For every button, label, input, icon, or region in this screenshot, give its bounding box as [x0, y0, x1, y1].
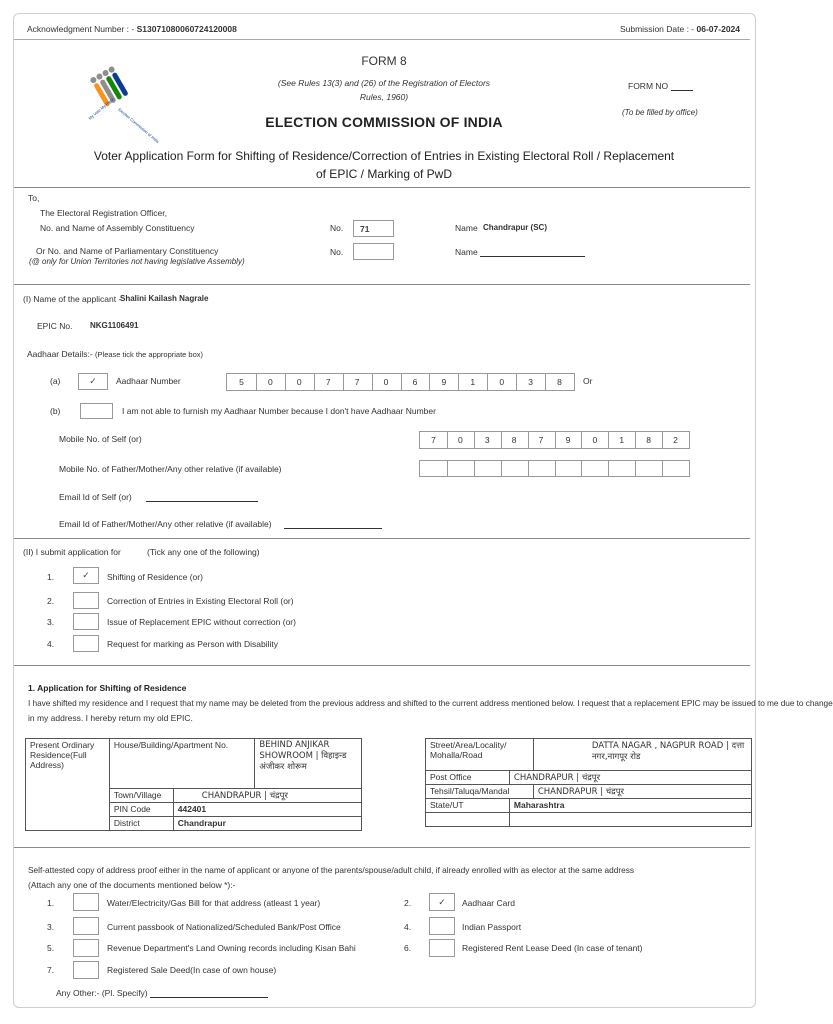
- submission-date: [620, 24, 740, 34]
- mobile-self-label: Mobile No. of Self (or): [59, 434, 142, 444]
- street-value-line: नगर,नागपूर रोड: [591, 752, 641, 762]
- aadhaar-details: [27, 349, 203, 359]
- proof-line-1: Self-attested copy of address proof either in the name of applicant or anyone of the parents/spouse/adult child, if already enrolled with as elector at the same address: [28, 865, 635, 875]
- house-label: House/Building/Apartment No.: [109, 739, 255, 789]
- mobile-self-digit: 8: [646, 435, 651, 445]
- submit-option-number: 4.: [47, 639, 55, 649]
- aadhaar-digit: 0: [499, 377, 505, 387]
- aadhaar-digit: 0: [296, 377, 302, 387]
- option-b-text: I am not able to furnish my Aadhaar Number because I don't have Aadhaar Number: [122, 406, 436, 416]
- mobile-self-digit: 2: [673, 435, 678, 445]
- doc-number: 6.: [404, 943, 412, 953]
- any-other: [56, 988, 268, 998]
- post-office-value: CHANDRAPUR | चंद्रपूर: [509, 771, 751, 785]
- aadhaar-digit: 5: [239, 377, 244, 387]
- any-other-label: Any Other:- (Pl. Specify): [56, 988, 148, 998]
- assembly-name-label: Name: [455, 223, 478, 233]
- rules-line-2: Rules, 1960): [359, 92, 409, 102]
- epic-value: NKG1106491: [90, 321, 139, 330]
- email-relative-blank[interactable]: [284, 520, 382, 529]
- doc-number: 5.: [47, 943, 55, 953]
- town-label: Town/Village: [109, 789, 173, 803]
- mobile-self-digit: 3: [484, 435, 490, 445]
- street-value: [533, 739, 751, 771]
- mobile-self-digit: 1: [619, 435, 625, 445]
- logo-text-left: My Vote My Right: [87, 96, 115, 121]
- main-title-line-1: Voter Application Form for Shifting of Residence/Correction of Entries in Existing Electoral Roll / Replacement: [93, 149, 675, 163]
- mobile-relative-label: Mobile No. of Father/Mother/Any other relative (if available): [59, 464, 282, 474]
- house-value-line: अंजीकर शोरूम: [259, 762, 307, 772]
- email-self: [59, 492, 258, 502]
- submit-hint: (Tick any one of the following): [147, 547, 260, 557]
- mobile-relative-digit: [662, 461, 689, 476]
- address-table-left: [25, 738, 362, 831]
- mobile-relative-digit: [501, 461, 528, 476]
- submit-option-label: Request for marking as Person with Disability: [107, 639, 279, 649]
- email-relative: [59, 519, 382, 529]
- doc-checkbox-sale-deed[interactable]: [73, 961, 99, 979]
- mobile-self-digit: 0: [457, 435, 463, 445]
- office-note: (To be filled by office): [622, 108, 698, 117]
- rules-line-1: (See Rules 13(3) and (26) of the Registration of Electors: [277, 78, 491, 88]
- doc-label: Indian Passport: [462, 922, 522, 932]
- applicant-divider: [14, 538, 750, 539]
- mobile-relative-digit: [635, 461, 662, 476]
- aadhaar-digit: 9: [441, 377, 447, 387]
- aadhaar-digit: 7: [354, 377, 360, 387]
- aadhaar-details-label: Aadhaar Details:-: [27, 349, 93, 359]
- mobile-self-digit: 7: [431, 435, 436, 445]
- any-other-blank[interactable]: [150, 989, 268, 998]
- email-self-label: Email Id of Self (or): [59, 492, 132, 502]
- parliament-note: (@ only for Union Territories not having legislative Assembly): [29, 257, 245, 266]
- doc-checkbox-utility-bill[interactable]: [73, 893, 99, 911]
- logo-text-right: Election Commission of India: [117, 106, 161, 144]
- pin-label: PIN Code: [109, 803, 173, 817]
- submit-option-label: Issue of Replacement EPIC without correction (or): [107, 617, 296, 627]
- submit-option-number: 2.: [47, 596, 55, 606]
- aadhaar-digit: 8: [557, 377, 562, 387]
- mobile-relative-field[interactable]: [419, 460, 690, 477]
- doc-checkbox-passbook[interactable]: [73, 917, 99, 935]
- submit-option-checkbox-correction[interactable]: [73, 592, 99, 609]
- pin-value: 442401: [173, 803, 361, 817]
- doc-checkbox-land-records[interactable]: [73, 939, 99, 957]
- house-value: [255, 739, 362, 789]
- submit-option-label: Shifting of Residence (or): [107, 572, 203, 582]
- submit-option-checkbox-shifting[interactable]: ✓: [73, 567, 99, 584]
- title-divider: [14, 187, 750, 188]
- applicant-name-value: Shalini Kailash Nagrale: [120, 294, 209, 303]
- aadhaar-option-a-checkbox[interactable]: ✓: [78, 373, 108, 390]
- ack-label: Acknowledgment Number : -: [27, 24, 135, 34]
- address-table-right: [425, 738, 752, 827]
- post-office-label: Post Office: [426, 771, 510, 785]
- form-no-blank: [671, 82, 693, 91]
- submission-label: Submission Date : -: [619, 24, 695, 34]
- assembly-no-label: No.: [330, 223, 344, 233]
- shifting-heading: 1. Application for Shifting of Residence: [28, 683, 187, 693]
- submit-option-checkbox-pwd[interactable]: [73, 635, 99, 652]
- commission-title: ELECTION COMMISSION OF INDIA: [265, 114, 503, 130]
- state-value: Maharashtra: [509, 799, 751, 813]
- parliament-label: Or No. and Name of Parliamentary Constituency: [36, 246, 219, 256]
- shifting-divider: [14, 847, 750, 848]
- header-divider: [14, 39, 750, 40]
- acknowledgment-number: [27, 24, 237, 34]
- doc-checkbox-passport[interactable]: [429, 917, 455, 935]
- aadhaar-digit: 3: [528, 377, 533, 387]
- doc-label: Registered Sale Deed(In case of own house): [107, 965, 277, 975]
- doc-number: 2.: [404, 898, 412, 908]
- house-value-line: SHOWROOM | विहाइन्ड: [259, 751, 347, 761]
- doc-number: 7.: [47, 965, 55, 975]
- doc-number: 3.: [47, 922, 55, 932]
- aadhaar-number-field[interactable]: [226, 373, 575, 391]
- doc-label: Aadhaar Card: [462, 898, 515, 908]
- doc-label: Revenue Department's Land Owning records including Kisan Bahi: [107, 943, 356, 953]
- aadhaar-digit: 0: [383, 377, 389, 387]
- or-label: Or: [583, 376, 593, 386]
- mobile-self-digit: 8: [511, 435, 517, 445]
- option-a-label: (a): [50, 376, 61, 386]
- district-value: Chandrapur: [173, 817, 361, 831]
- form-title: FORM 8: [361, 54, 407, 68]
- option-b-label: (b): [50, 406, 61, 416]
- form-no-label: FORM NO: [628, 81, 669, 91]
- mobile-relative-digit: [447, 461, 474, 476]
- assembly-name-value: Chandrapur (SC): [483, 223, 547, 232]
- aadhaar-digit: 7: [325, 377, 331, 387]
- present-residence-label: [26, 739, 110, 831]
- proof-line-2: (Attach any one of the documents mentioned below *):-: [28, 880, 236, 890]
- doc-label: Registered Rent Lease Deed (In case of tenant): [462, 943, 643, 953]
- aadhaar-number-label: Aadhaar Number: [116, 376, 181, 386]
- empty-cell: [509, 813, 751, 827]
- email-relative-label: Email Id of Father/Mother/Any other relative (if available): [59, 519, 272, 529]
- officer-label: The Electoral Registration Officer,: [40, 208, 167, 218]
- parliament-name-blank[interactable]: [480, 248, 585, 257]
- present-label-line: Residence(Full: [30, 750, 87, 760]
- aadhaar-digit: 1: [470, 377, 476, 387]
- present-label-line: Present Ordinary: [30, 740, 95, 750]
- aadhaar-digit: 0: [267, 377, 273, 387]
- submit-option-checkbox-replacement[interactable]: [73, 613, 99, 630]
- state-label: State/UT: [426, 799, 510, 813]
- submit-intro: (II) I submit application for: [23, 547, 121, 557]
- mobile-relative-digit: [555, 461, 582, 476]
- addressee-divider: [14, 284, 750, 285]
- mobile-self-field[interactable]: [419, 431, 690, 449]
- doc-number: 1.: [47, 898, 55, 908]
- aadhaar-option-b-checkbox[interactable]: [80, 403, 113, 419]
- parliament-name: [455, 247, 585, 257]
- mobile-self-digit: 0: [592, 435, 598, 445]
- submit-option-number: 3.: [47, 617, 55, 627]
- present-label-line: Address): [30, 760, 65, 770]
- parliament-no-label: No.: [330, 247, 344, 257]
- mobile-self-digit: 7: [538, 435, 544, 445]
- tehsil-value: CHANDRAPUR | चंद्रपूर: [533, 785, 751, 799]
- mobile-relative-digit: [528, 461, 555, 476]
- ack-value: S13071080060724120008: [136, 24, 237, 34]
- epic-label: EPIC No.: [37, 321, 73, 331]
- parliament-no-field[interactable]: [353, 243, 394, 260]
- aadhaar-digit: 6: [412, 377, 418, 387]
- doc-label: Current passbook of Nationalized/Scheduled Bank/Post Office: [107, 922, 341, 932]
- shifting-paragraph-line-2: in my address. I hereby return my old EPIC.: [28, 713, 193, 723]
- district-label: District: [109, 817, 173, 831]
- main-title-line-2: of EPIC / Marking of PwD: [315, 167, 453, 181]
- doc-checkbox-rent-deed[interactable]: [429, 939, 455, 957]
- assembly-label: No. and Name of Assembly Constituency: [40, 223, 195, 233]
- town-value: CHANDRAPUR | चंद्रपूर: [173, 789, 361, 803]
- mobile-relative-digit: [608, 461, 635, 476]
- submit-divider: [14, 665, 750, 666]
- street-value-line: DATTA NAGAR , NAGPUR ROAD | दत्ता: [591, 741, 745, 751]
- empty-cell: [426, 813, 510, 827]
- submit-option-label: Correction of Entries in Existing Electoral Roll (or): [107, 596, 294, 606]
- submit-option-number: 1.: [47, 572, 55, 582]
- aadhaar-details-hint: (Please tick the appropriate box): [95, 350, 204, 359]
- doc-number: 4.: [404, 922, 412, 932]
- form-no: [628, 81, 693, 91]
- to-label: To,: [28, 193, 40, 203]
- doc-label: Water/Electricity/Gas Bill for that address (atleast 1 year): [107, 898, 321, 908]
- applicant-name-label: (I) Name of the applicant -: [23, 294, 122, 304]
- tehsil-label: Tehsil/Taluqa/Mandal: [426, 785, 534, 799]
- parliament-name-label: Name: [455, 247, 478, 257]
- street-label: Street/Area/Locality/ Mohalla/Road: [426, 739, 534, 771]
- mobile-relative-digit: [581, 461, 608, 476]
- house-value-line: BEHIND ANJIKAR: [259, 740, 330, 750]
- mobile-relative-digit: [474, 461, 501, 476]
- submission-value: 06-07-2024: [696, 24, 740, 34]
- mobile-relative-digit: [420, 461, 447, 476]
- assembly-no-field[interactable]: 71: [353, 220, 394, 237]
- email-self-blank[interactable]: [146, 493, 258, 502]
- shifting-paragraph-line-1: I have shifted my residence and I request that my name may be deleted from the previous address and shifted to the current address mentioned below. I request that a replacement EPIC may be issued to me due to change: [28, 698, 833, 708]
- mobile-self-digit: 9: [565, 435, 571, 445]
- doc-checkbox-aadhaar-card[interactable]: ✓: [429, 893, 455, 911]
